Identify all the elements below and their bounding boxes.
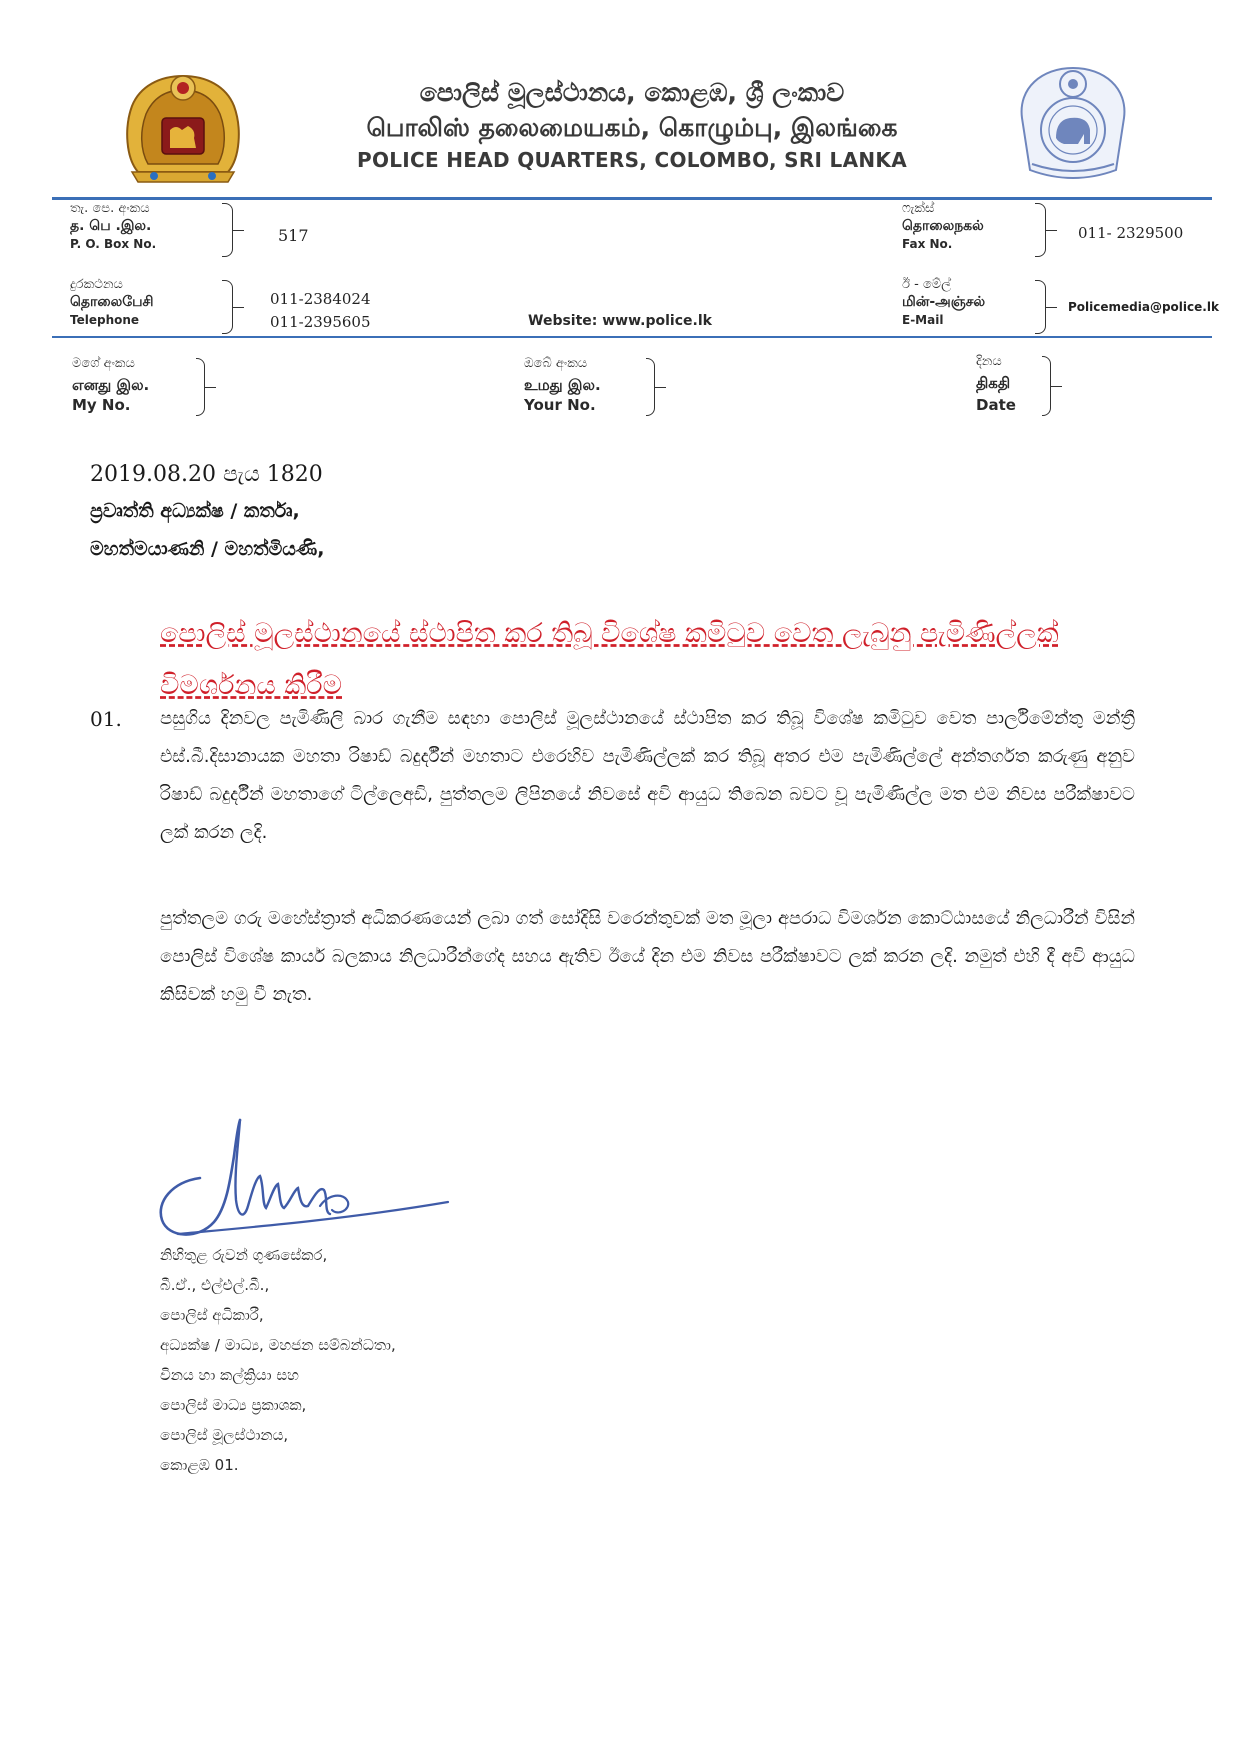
signatory-city: කොළඹ 01. (160, 1456, 239, 1474)
my-no-label-sinhala: මගේ අංකය (72, 356, 135, 371)
my-no-label-english: My No. (72, 396, 131, 414)
signatory-name: නිහිතුළ රුවන් ගුණසේකර, (160, 1246, 328, 1264)
paragraph-2: පුත්තලම ගරු මහේස්ත්‍රාත් අධිකරණයෙන් ලබා ගත් සෝදිසි වරෙන්තුවක් මත මූලා අපරාධ විමර්ශන කොට්ඨාසයේ නිලධාරීන් විසින් පොලිස් විශේෂ කාර්ය බලකාය නිලධාරීන්ගේද සහය ඇතිව ඊයේ දින එම නිවස පරීක්ෂාවට ලක් කරන ලදි. නමුත් එහි දී අවි ආයුධ කිසිවක් හමු වී නැත. (160, 908, 1135, 1005)
telephone-label-english: Telephone (70, 313, 140, 327)
pobox-label-sinhala: තැ. පෙ. අංකය (70, 201, 150, 216)
telephone-label-tamil: தொலைபேசி (70, 294, 154, 310)
letter-date-time: 2019.08.20 පැය 1820 (90, 462, 323, 487)
signatory-rank: පොලිස් අධිකාරී, (160, 1306, 264, 1324)
signatory-degrees: බී.ඒ., එල්එල්.බී., (160, 1276, 270, 1294)
email-label-english: E-Mail (902, 313, 944, 327)
email-brace (1035, 280, 1046, 334)
my-no-brace (196, 358, 205, 416)
email-value: Policemedia@police.lk (1068, 300, 1219, 314)
pobox-label-english: P. O. Box No. (70, 237, 157, 251)
your-no-label-tamil: உமது இல. (524, 376, 601, 394)
pobox-brace (222, 203, 233, 257)
your-no-brace (646, 358, 655, 416)
telephone-brace (222, 280, 233, 334)
email-label-sinhala: ඊ - මේල් (902, 277, 952, 292)
sri-lanka-national-emblem-icon (118, 68, 248, 186)
date-label-tamil: திகதி (976, 374, 1011, 392)
email-label-tamil: மின்-அஞ்சல் (902, 294, 986, 310)
signatory-role-1: අධ්‍යක්ෂ / මාධ්‍ය, මහජන සම්බන්ධතා, (160, 1336, 396, 1354)
letterhead (0, 0, 1240, 440)
my-no-label-tamil: எனது இல. (72, 376, 150, 394)
letter-title: පොලිස් මූලස්ථානයේ ස්ථාපිත කර තිබූ විශේෂ කමිටුව වෙත ලැබුනු පැමිණිල්ලක් විමර්ශනය කිරීම (160, 618, 1059, 701)
letterhead-title-english: POLICE HEAD QUARTERS, COLOMBO, SRI LANKA (357, 148, 907, 172)
fax-value: 011- 2329500 (1078, 224, 1184, 242)
addressee-line-2: මහත්මයාණනි / මහත්මියණි, (90, 538, 325, 560)
your-no-label-english: Your No. (524, 396, 596, 414)
telephone-value-1: 011-2384024 (270, 290, 371, 308)
date-brace (1042, 356, 1051, 416)
date-label-english: Date (976, 396, 1016, 414)
pobox-value: 517 (278, 226, 309, 245)
signatory-block (160, 1240, 396, 1480)
telephone-value-2: 011-2395605 (270, 313, 371, 331)
signatory-role-3: පොලිස් මාධ්‍ය ප්‍රකාශක, (160, 1396, 307, 1414)
fax-brace (1035, 203, 1046, 257)
addressee-line-1: ප්‍රවෘත්ති අධ්‍යක්ෂ / කර්තෘ, (90, 500, 300, 522)
handwritten-signature-icon (152, 1116, 452, 1246)
telephone-label-sinhala: දුරකථනය (70, 277, 123, 292)
letterhead-divider-bottom (52, 336, 1212, 338)
signatory-role-2: විනය හා කල්ක්‍රියා සහ (160, 1366, 299, 1384)
police-emblem-icon (1008, 58, 1138, 188)
letterhead-divider-top (52, 197, 1212, 200)
website-text: Website: www.police.lk (528, 313, 712, 329)
fax-label-english: Fax No. (902, 237, 953, 251)
letterhead-title-sinhala: පොලිස් මූලස්ථානය, කොළඹ, ශ්‍රී ලංකාව (419, 78, 845, 107)
paragraph-number: 01. (90, 707, 122, 731)
your-no-label-sinhala: ඔබේ අංකය (524, 356, 588, 371)
fax-label-sinhala: ෆැක්ස් (902, 201, 935, 216)
date-label-sinhala: දිනය (976, 354, 1002, 369)
pobox-label-tamil: த. பெ .இல. (70, 218, 152, 234)
letterhead-title-tamil: பொலிஸ் தலைமையகம், கொழும்பு, இலங்கை (366, 113, 898, 142)
fax-label-tamil: தொலைநகல் (902, 218, 984, 234)
paragraph-1: පසුගිය දිනවල පැමිණිලි බාර ගැනීම සඳහා පොලිස් මූලස්ථානයේ ස්ථාපිත කර තිබූ විශේෂ කමිටුව වෙත පාර්ලිමේන්තු මන්ත්‍රී එස්.බී.දිසානායක මහතා රිෂාඩ් බදුර්දීන් මහතාට එරෙහිව පැමිණිල්ලක් කර තිබූ අතර එම පැමිණිල්ලේ අන්තර්ගත කරුණු අනුව රිෂාඩ් බදුර්දීන් මහතාගේ ටිල්ලෙඅඩි, පුත්තලම ලිපිනයේ නිවසේ අවි ආයුධ තිබෙන බවට වූ පැමිණිල්ල මත එම නිවස පරීක්ෂාවට ලක් කරන ලදි. (160, 708, 1135, 843)
signatory-office: පොලිස් මූලස්ථානය, (160, 1426, 289, 1444)
